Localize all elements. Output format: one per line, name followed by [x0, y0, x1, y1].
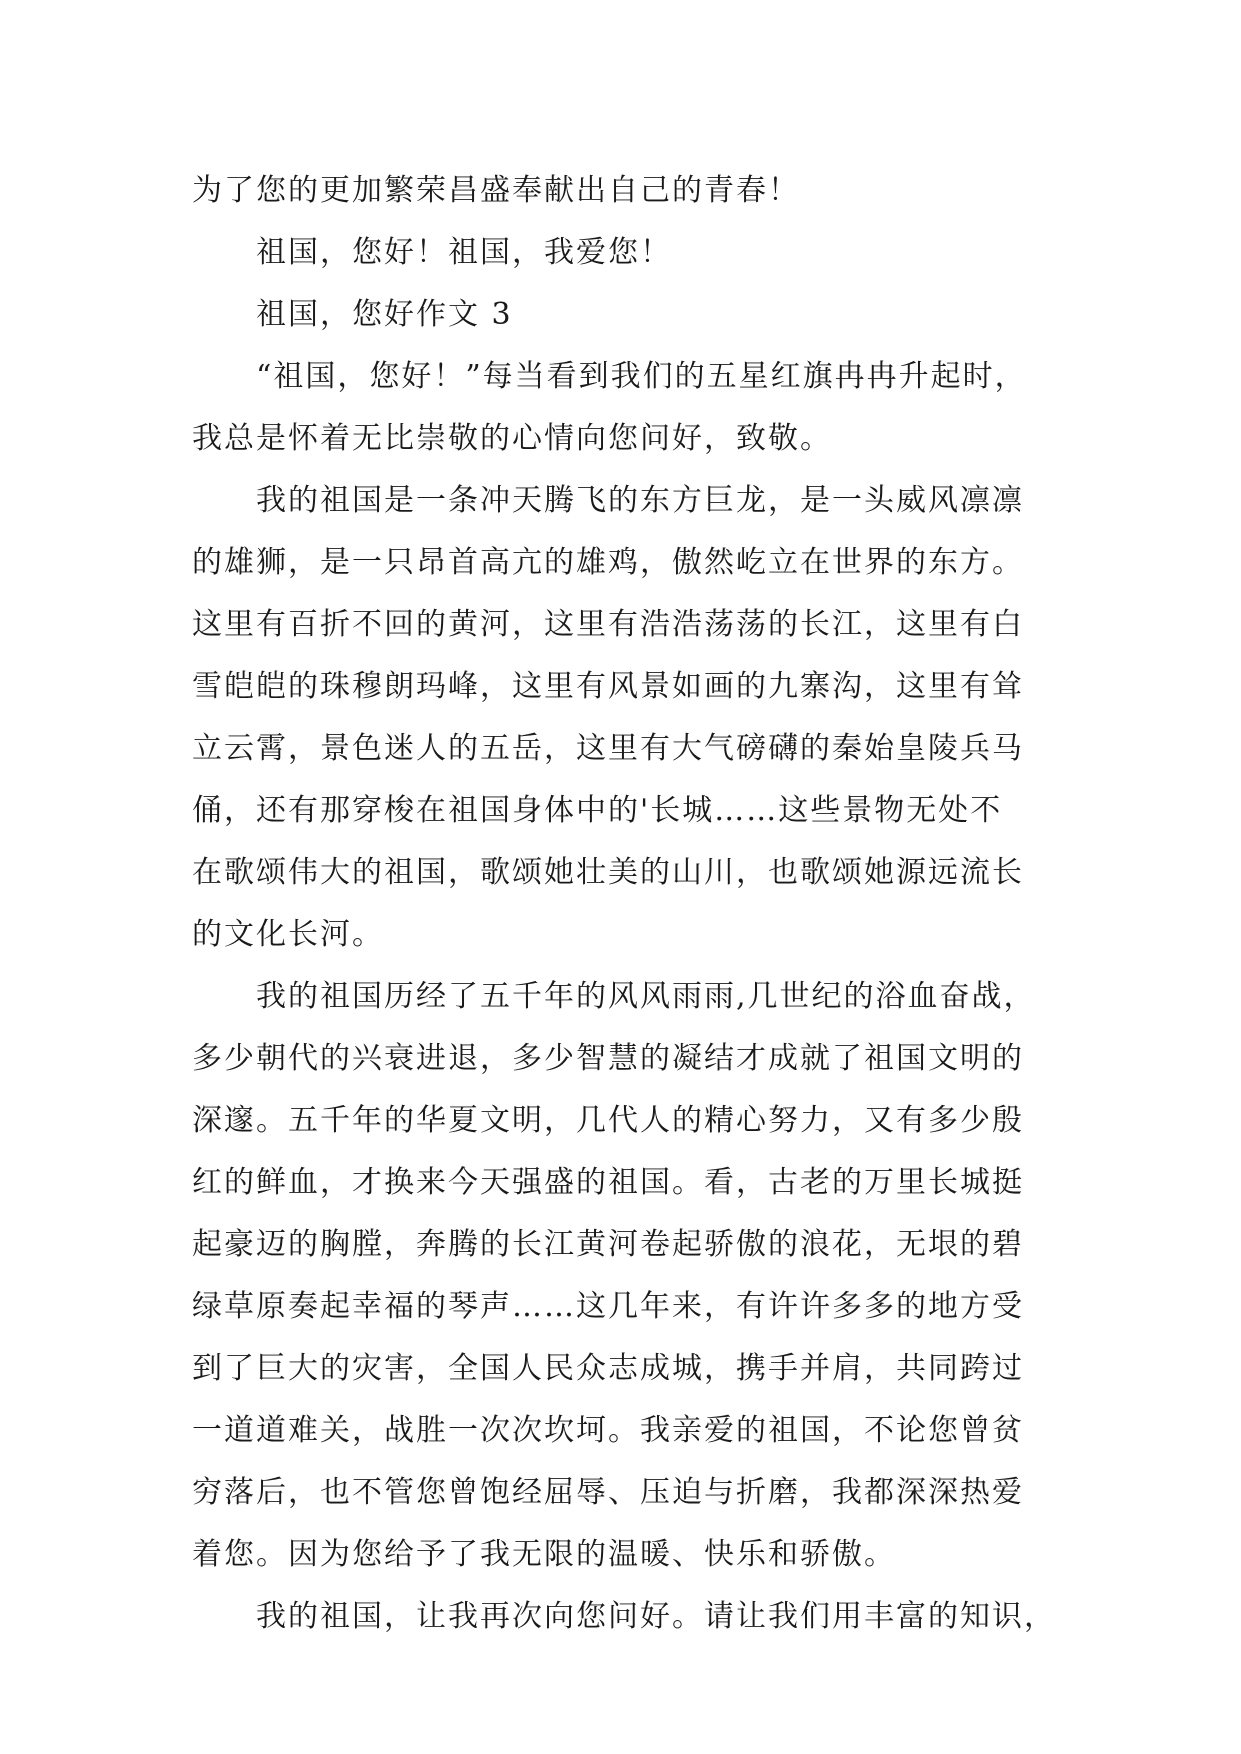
text-line: “祖国，您好！”每当看到我们的五星红旗冉冉升起时， — [256, 359, 1027, 394]
text-line: 我的祖国，让我再次向您问好。请让我们用丰富的知识， — [256, 1599, 1056, 1634]
text-line: 我总是怀着无比崇敬的心情向您问好，致敬。 — [192, 421, 832, 456]
text-line: 这里有百折不回的黄河，这里有浩浩荡荡的长江，这里有白 — [192, 607, 1024, 642]
text-line: 的文化长河。 — [192, 917, 384, 952]
text-line: 多少朝代的兴衰进退，多少智慧的凝结才成就了祖国文明的 — [192, 1041, 1024, 1076]
essay-text — [192, 160, 1072, 1648]
text-line: 我的祖国是一条冲天腾飞的东方巨龙，是一头威风凛凛 — [256, 483, 1024, 518]
text-line: 到了巨大的灾害，全国人民众志成城，携手并肩，共同跨过 — [192, 1351, 1024, 1386]
text-line: 俑，还有那穿梭在祖国身体中的'长城……这些景物无处不 — [192, 793, 1003, 828]
text-line: 在歌颂伟大的祖国，歌颂她壮美的山川，也歌颂她源远流长 — [192, 855, 1024, 890]
text-line: 绿草原奏起幸福的琴声……这几年来，有许许多多的地方受 — [192, 1289, 1024, 1324]
text-line: 起豪迈的胸膛，奔腾的长江黄河卷起骄傲的浪花，无垠的碧 — [192, 1227, 1024, 1262]
text-line: 穷落后，也不管您曾饱经屈辱、压迫与折磨，我都深深热爱 — [192, 1475, 1024, 1510]
text-line: 一道道难关，战胜一次次坎坷。我亲爱的祖国，不论您曾贫 — [192, 1413, 1024, 1448]
text-line: 为了您的更加繁荣昌盛奉献出自己的青春！ — [192, 173, 800, 208]
text-line: 红的鲜血，才换来今天强盛的祖国。看，古老的万里长城挺 — [192, 1165, 1024, 1200]
text-line: 立云霄，景色迷人的五岳，这里有大气磅礴的秦始皇陵兵马 — [192, 731, 1024, 766]
essay-heading: 祖国，您好作文 3 — [256, 297, 513, 332]
text-line: 我的祖国历经了五千年的风风雨雨,几世纪的浴血奋战， — [256, 979, 1036, 1014]
text-line: 祖国，您好！祖国，我爱您！ — [256, 235, 672, 270]
text-line: 深邃。五千年的华夏文明，几代人的精心努力，又有多少殷 — [192, 1103, 1024, 1138]
text-line: 的雄狮，是一只昂首高亢的雄鸡，傲然屹立在世界的东方。 — [192, 545, 1024, 580]
text-line: 雪皑皑的珠穆朗玛峰，这里有风景如画的九寨沟，这里有耸 — [192, 669, 1024, 704]
text-line: 着您。因为您给予了我无限的温暖、快乐和骄傲。 — [192, 1537, 896, 1572]
